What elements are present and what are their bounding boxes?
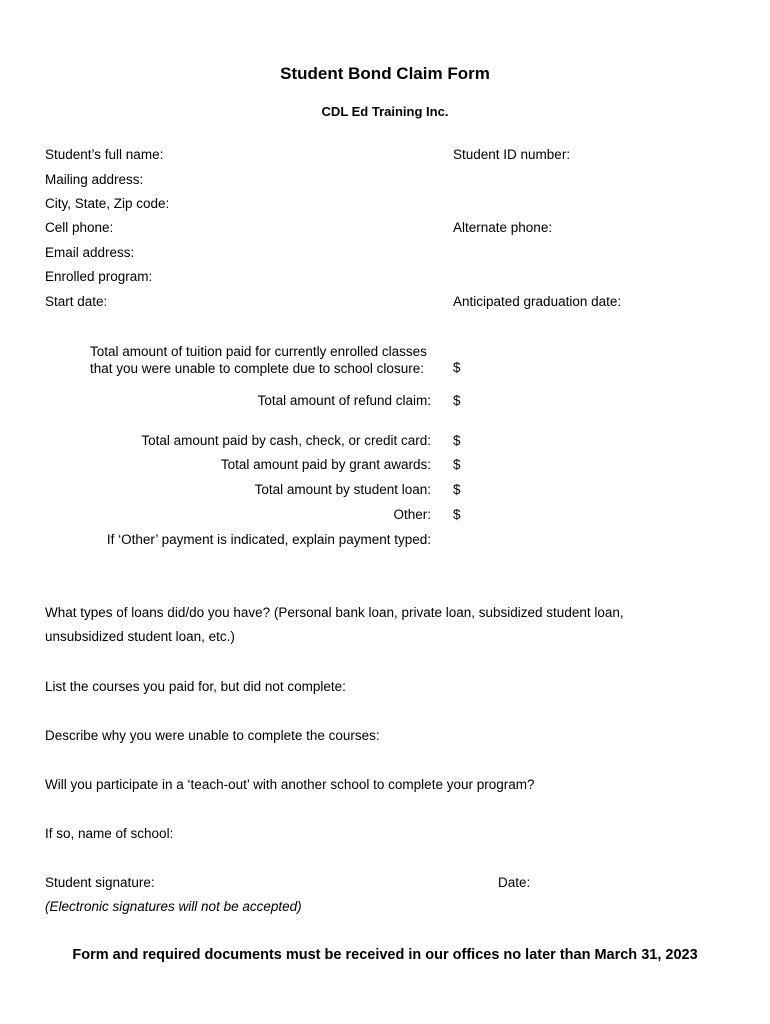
tuition-label-line2: that you were unable to complete due to school closure:	[90, 361, 424, 376]
teach-out-question: Will you participate in a ‘teach-out’ with another school to complete your program?	[45, 777, 535, 792]
grant-dollar-sign: $	[453, 457, 461, 472]
school-name-question: If so, name of school:	[45, 826, 174, 841]
tuition-label	[90, 343, 427, 377]
graduation-date-label: Anticipated graduation date:	[453, 294, 622, 309]
courses-paid-question: List the courses you paid for, but did not complete:	[45, 679, 346, 694]
loan-dollar-sign: $	[453, 482, 461, 497]
cell-phone-label: Cell phone:	[45, 220, 114, 235]
why-unable-question: Describe why you were unable to complete the courses:	[45, 728, 380, 743]
organization-name: CDL Ed Training Inc.	[321, 104, 449, 119]
other-payment-label: Other:	[393, 507, 431, 522]
student-id-label: Student ID number:	[453, 147, 571, 162]
signature-date-label: Date:	[498, 875, 531, 890]
loan-payment-label: Total amount by student loan:	[254, 482, 431, 497]
mailing-address-label: Mailing address:	[45, 172, 144, 187]
start-date-label: Start date:	[45, 294, 108, 309]
deadline-notice: Form and required documents must be received in our offices no later than March 31, 2023	[72, 947, 698, 963]
refund-dollar-sign: $	[453, 393, 461, 408]
other-dollar-sign: $	[453, 507, 461, 522]
signature-label: Student signature:	[45, 875, 155, 890]
loan-types-question-line1: What types of loans did/do you have? (Personal bank loan, private loan, subsidized student loan,	[45, 605, 624, 620]
grant-payment-label: Total amount paid by grant awards:	[220, 457, 431, 472]
tuition-label-line1: Total amount of tuition paid for currently enrolled classes	[90, 344, 427, 359]
form-title: Student Bond Claim Form	[280, 64, 490, 83]
enrolled-program-label: Enrolled program:	[45, 269, 153, 284]
tuition-dollar-sign: $	[453, 360, 461, 375]
loan-types-question-line2: unsubsidized student loan, etc.)	[45, 629, 235, 644]
signature-note: (Electronic signatures will not be accepted)	[45, 899, 302, 914]
cash-dollar-sign: $	[453, 433, 461, 448]
email-address-label: Email address:	[45, 245, 135, 260]
refund-claim-label: Total amount of refund claim:	[257, 393, 431, 408]
full-name-label: Student’s full name:	[45, 147, 164, 162]
cash-payment-label: Total amount paid by cash, check, or credit card:	[141, 433, 431, 448]
alternate-phone-label: Alternate phone:	[453, 220, 553, 235]
city-state-zip-label: City, State, Zip code:	[45, 196, 170, 211]
other-explain-label: If ‘Other’ payment is indicated, explain payment typed:	[106, 532, 431, 547]
